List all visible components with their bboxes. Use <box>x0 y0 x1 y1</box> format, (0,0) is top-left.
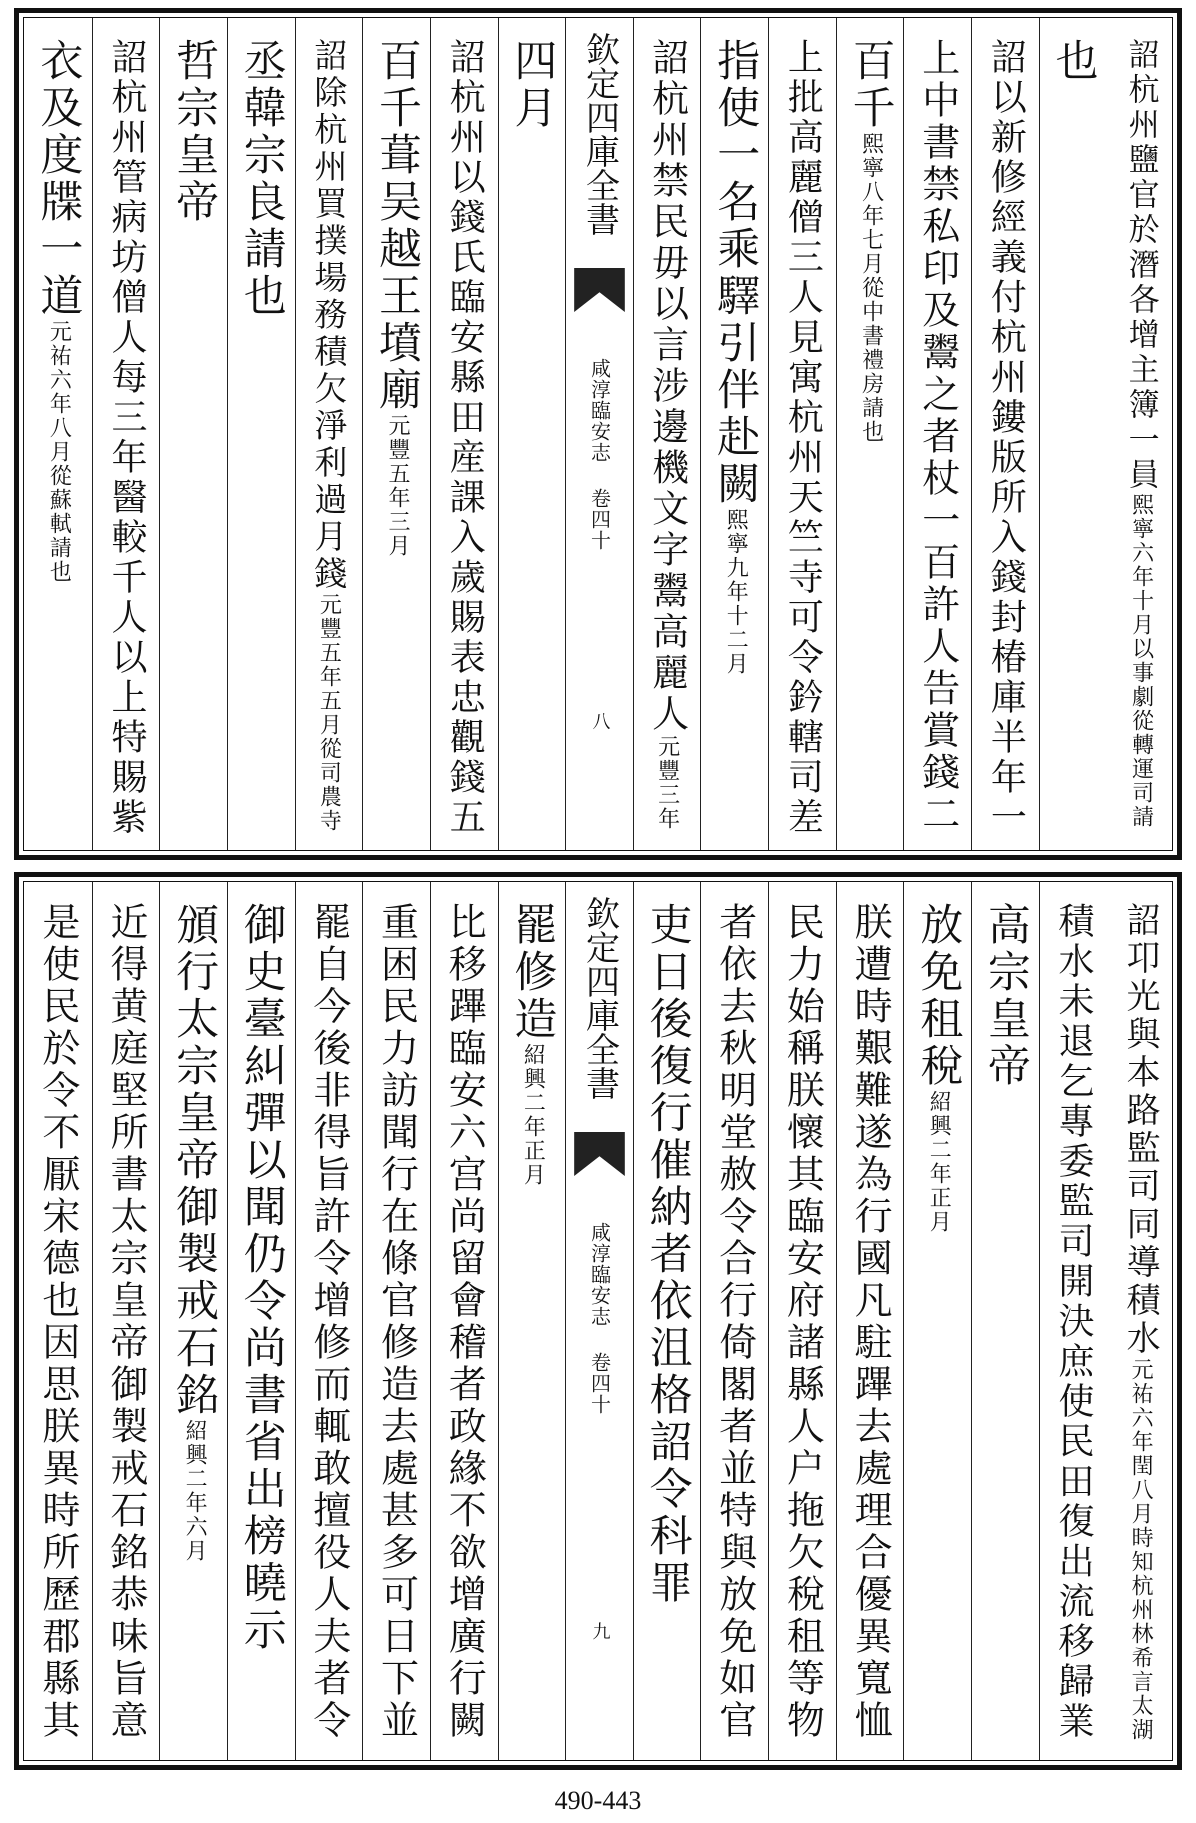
spine-book-title: 咸淳臨安志 卷四十 <box>587 1222 612 1415</box>
text-column <box>903 882 971 1760</box>
text-column <box>1039 18 1107 850</box>
text-column <box>295 18 363 850</box>
column-text <box>442 902 487 1742</box>
main-text: 近得黄庭堅所書太宗皇帝御製戒石銘恭味旨意 <box>103 902 148 1742</box>
main-text: 吏日後復行催納者依沮格詔令科罪 <box>642 902 693 1607</box>
main-text: 衣及度牒一道 <box>33 38 84 320</box>
main-text: 頒行太宗皇帝御製戒石銘 <box>169 902 220 1419</box>
column-text <box>1048 38 1099 85</box>
main-text: 也 <box>1048 38 1099 85</box>
main-text: 朕遭時艱難遂為行國凡駐蹕去處理合優異寬恤 <box>848 902 893 1742</box>
text-column <box>498 882 566 1760</box>
main-text: 放免租稅 <box>913 902 964 1090</box>
column-text <box>780 902 825 1742</box>
text-column <box>1106 18 1174 850</box>
text-column <box>700 18 768 850</box>
annotation-note: 熙寧九年十二月 <box>723 508 749 676</box>
page-footer-number: 490-443 <box>554 1786 642 1815</box>
annotation-note: 紹興二年正月 <box>926 1090 952 1234</box>
annotation-note: 元豐五年五月從司農寺 <box>316 593 342 833</box>
main-text: 比移蹕臨安六宫尚留會稽者政緣不欲增廣行闕 <box>442 902 487 1742</box>
annotation-note: 元祐六年閏八月時知杭州林希言太湖 <box>1128 1358 1154 1742</box>
main-text: 詔杭州鹽官於潛各增主簿一員 <box>1122 38 1159 493</box>
column-text <box>642 902 693 1607</box>
text-column <box>24 882 92 1760</box>
spine-page-number: 九 <box>589 1622 611 1640</box>
text-column <box>295 882 363 1760</box>
text-column <box>24 18 92 850</box>
main-text: 丞韓宗良請也 <box>236 38 287 320</box>
column-text <box>105 38 147 838</box>
text-column <box>700 882 768 1760</box>
main-text: 是使民於令不厭宋德也因思朕異時所歷郡縣其 <box>35 902 80 1742</box>
annotation-note: 熙寧六年十月以事劇從轉運司請 <box>1128 493 1154 829</box>
main-text: 者依去秋明堂赦令合行倚閣者並特與放免如官 <box>712 902 757 1742</box>
column-text <box>645 38 689 831</box>
column-text <box>782 38 824 838</box>
main-text: 重困民力訪聞行在條官修造去處甚多可日下並 <box>374 902 419 1742</box>
column-text <box>845 38 896 444</box>
main-text: 御史臺糾彈以聞仍令尚書省出榜曉示 <box>236 902 287 1654</box>
column-text <box>444 38 486 838</box>
spine-page-number: 八 <box>589 712 611 730</box>
spine-title: 欽定四庫全書 <box>579 896 620 1100</box>
text-column <box>362 882 430 1760</box>
annotation-note: 元祐六年八月從蘇軾請也 <box>46 320 72 584</box>
main-text: 罷修造 <box>507 902 558 1043</box>
annotation-note: 紹興二年正月 <box>520 1043 546 1187</box>
main-text: 上中書禁私印及鬻之者杖一百許人告賞錢二 <box>915 38 960 836</box>
column-text <box>236 38 287 320</box>
column-text <box>35 902 80 1742</box>
text-column <box>430 882 498 1760</box>
annotation-note: 元豐三年 <box>654 735 680 831</box>
text-column <box>159 18 227 850</box>
column-text <box>306 902 351 1742</box>
fish-tail-ornament <box>574 1132 625 1176</box>
main-text: 詔卭光與本路監司同導積水 <box>1120 902 1161 1358</box>
fish-tail-ornament <box>574 268 625 312</box>
column-text <box>507 902 558 1187</box>
main-text: 指使一名乘驛引伴赴闕 <box>710 38 761 508</box>
column-text <box>980 902 1031 1090</box>
column-text <box>507 38 558 132</box>
main-text: 詔以新修經義付杭州鏤版所入錢封椿庫半年一 <box>985 38 1027 838</box>
main-text: 四月 <box>507 38 558 132</box>
text-column <box>92 882 160 1760</box>
top-page <box>14 8 1182 860</box>
text-column <box>836 18 904 850</box>
column-text <box>712 902 757 1742</box>
text-column <box>768 882 836 1760</box>
spine-column <box>565 882 633 1760</box>
column-text <box>1122 38 1159 829</box>
column-text <box>1053 902 1095 1742</box>
main-text: 高宗皇帝 <box>980 902 1031 1090</box>
column-text <box>915 38 960 836</box>
column-text <box>169 902 220 1563</box>
main-text: 罷自今後非得旨許令增修而輒敢擅役人夫者令 <box>306 902 351 1742</box>
spine-title: 欽定四庫全書 <box>579 32 620 236</box>
text-column <box>903 18 971 850</box>
column-text <box>848 902 893 1742</box>
main-text: 詔杭州管病坊僧人每三年醫較千人以上特賜紫 <box>105 38 147 838</box>
spine-column <box>565 18 633 850</box>
main-text: 百千 <box>845 38 896 132</box>
main-text: 上批高麗僧三人見寓杭州天竺寺可令鈐轄司差 <box>782 38 824 838</box>
column-text <box>33 38 84 584</box>
column-text <box>913 902 964 1234</box>
text-column <box>971 882 1039 1760</box>
column-text <box>710 38 761 676</box>
annotation-note: 紹興二年六月 <box>182 1419 208 1563</box>
text-column <box>768 18 836 850</box>
column-text <box>372 38 423 558</box>
column-text <box>169 38 220 226</box>
text-column <box>1106 882 1174 1760</box>
text-column <box>227 18 295 850</box>
bottom-page <box>14 872 1182 1770</box>
annotation-note: 熙寧八年七月從中書禮房請也 <box>858 132 884 444</box>
main-text: 詔杭州以錢氏臨安縣田産課入歲賜表忠觀錢五 <box>444 38 486 838</box>
text-column <box>430 18 498 850</box>
text-column <box>92 18 160 850</box>
column-text <box>103 902 148 1742</box>
column-text <box>309 38 349 833</box>
text-column <box>159 882 227 1760</box>
column-text <box>236 902 287 1654</box>
text-column <box>971 18 1039 850</box>
main-text: 哲宗皇帝 <box>169 38 220 226</box>
text-column <box>498 18 566 850</box>
text-column <box>1039 882 1107 1760</box>
text-column <box>633 882 701 1760</box>
column-text <box>985 38 1027 838</box>
column-text <box>374 902 419 1742</box>
top-page-frame <box>23 17 1173 851</box>
main-text: 積水未退乞專委監司開決庶使民田復出流移歸業 <box>1053 902 1095 1742</box>
main-text: 百千葺吴越王墳廟 <box>372 38 423 414</box>
main-text: 詔除杭州買撲場務積欠淨利過月錢 <box>309 38 349 593</box>
text-column <box>227 882 295 1760</box>
bottom-page-frame <box>23 881 1173 1761</box>
text-column <box>633 18 701 850</box>
main-text: 民力始稱朕懷其臨安府諸縣人户拖欠稅租等物 <box>780 902 825 1742</box>
main-text: 詔杭州禁民毋以言涉邊機文字鬻高麗人 <box>645 38 689 735</box>
column-text <box>1120 902 1161 1742</box>
spine-book-title: 咸淳臨安志 卷四十 <box>587 358 612 551</box>
annotation-note: 元豐五年三月 <box>385 414 411 558</box>
text-column <box>362 18 430 850</box>
text-column <box>836 882 904 1760</box>
